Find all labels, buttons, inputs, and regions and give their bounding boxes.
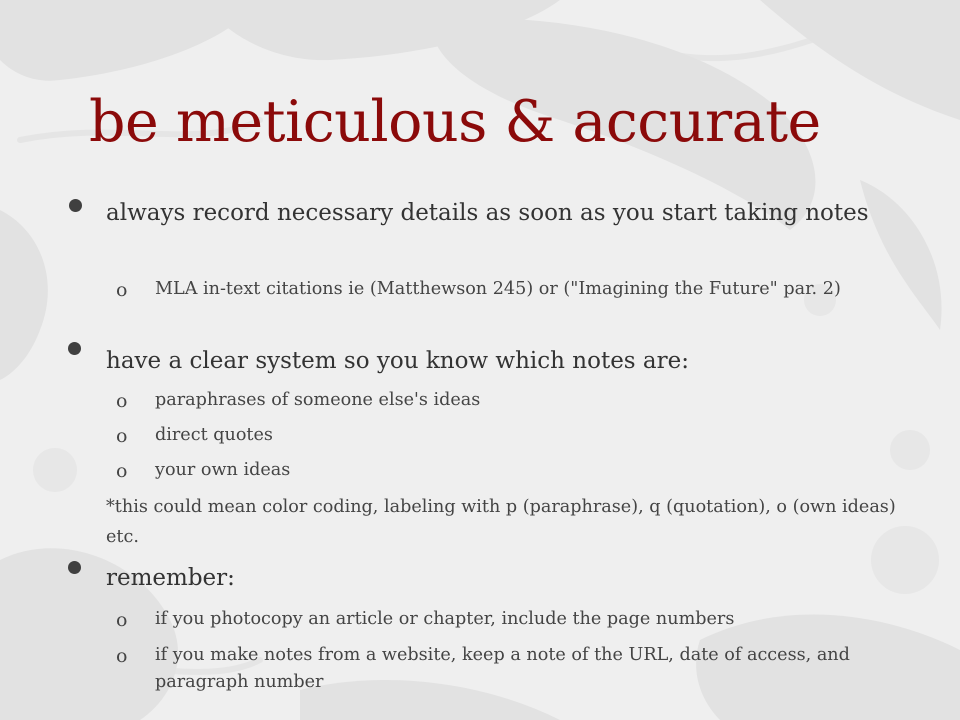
bullet-dot [68, 561, 81, 574]
note-text: *this could mean color coding, labeling with p (paraphrase), q (quotation), o (own ideas) etc. [106, 497, 896, 547]
bullet-text: remember: [106, 565, 235, 591]
bullet-dot [68, 342, 81, 355]
bullet-text: always record necessary details as soon as you start taking notes [106, 200, 869, 226]
sub-bullet-text: your own ideas [155, 460, 291, 480]
bullet-dot [69, 199, 82, 212]
sub-bullet-marker: o [116, 645, 128, 667]
slide-title: be meticulous & accurate [89, 89, 821, 155]
sub-bullet-text: MLA in-text citations ie (Matthewson 245) or ("Imagining the Future" par. 2) [155, 279, 841, 299]
bullet-text: have a clear system so you know which notes are: [106, 348, 689, 374]
sub-bullet-text: paraphrases of someone else's ideas [155, 390, 481, 410]
sub-bullet-marker: o [116, 609, 128, 631]
sub-bullet-marker: o [116, 279, 128, 301]
sub-bullet-text: if you photocopy an article or chapter, include the page numbers [155, 609, 735, 629]
sub-bullet-marker: o [116, 425, 128, 447]
sub-bullet-text: direct quotes [155, 425, 273, 445]
sub-bullet-marker: o [116, 460, 128, 482]
sub-bullet-marker: o [116, 390, 128, 412]
sub-bullet-text: if you make notes from a website, keep a note of the URL, date of access, and paragraph number [155, 645, 850, 692]
